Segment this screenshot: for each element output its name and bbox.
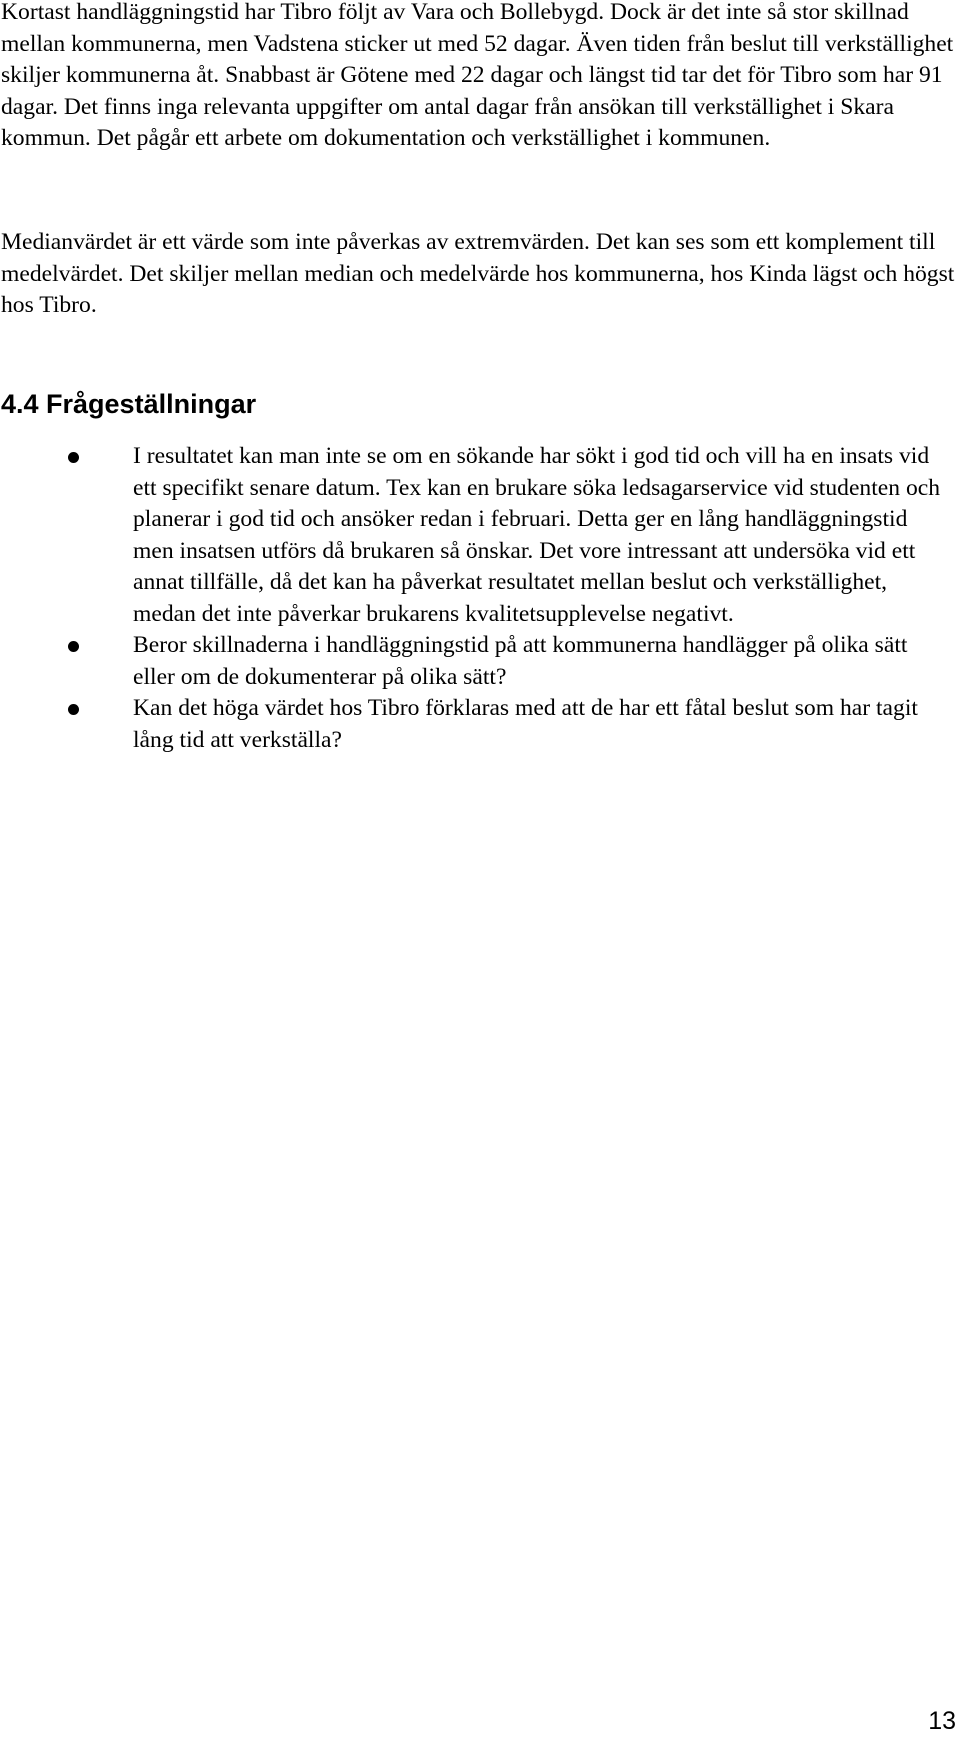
- list-item-text: Beror skillnaderna i handläggningstid på att kommunerna handlägger på olika sätt eller om de dokumenterar på olika sätt?: [133, 632, 908, 690]
- list-item-text: Kan det höga värdet hos Tibro förklaras med att de har ett fåtal beslut som har tagit lång tid att verkställa?: [133, 695, 918, 753]
- list-item-text: I resultatet kan man inte se om en sökande har sökt i god tid och vill ha en insats vid ett specifikt senare datum. Tex kan en brukare söka ledsagarservice vid studenten och planerar i god tid och ansöker redan i februari. Detta ger en lång handläggningstid men insatsen utförs då brukaren så önskar. Det vore intressant att undersöka vid ett annat tillfälle, då det kan ha påverkat resultatet mellan beslut och verkställighet, medan det inte påverkar brukarens kvalitetsupplevelse negativt.: [133, 443, 941, 627]
- list-item: [0, 693, 953, 756]
- bullet-icon: [68, 704, 79, 715]
- page-number: 13: [928, 1707, 956, 1735]
- list-item: [0, 441, 953, 630]
- paragraph-medianvarde: Medianvärdet är ett värde som inte påverkas av extremvärden. Det kan ses som ett komplement till medelvärdet. Det skiljer mellan median och medelvärde hos kommunerna, hos Kinda lägst och högst hos Tibro.: [1, 229, 955, 318]
- question-list: [0, 441, 960, 756]
- bullet-icon: [68, 641, 79, 652]
- list-item: [0, 630, 953, 693]
- paragraph-handlaggningstid: Kortast handläggningstid har Tibro följt av Vara och Bollebygd. Dock är det inte så stor skillnad mellan kommunerna, men Vadstena sticker ut med 52 dagar. Även tiden från beslut till verkställighet skiljer kommunerna åt. Snabbast är Götene med 22 dagar och längst tid tar det för Tibro som har 91 dagar. Det finns inga relevanta uppgifter om antal dagar från ansökan till verkställighet i Skara kommun. Det pågår ett arbete om dokumentation och verkställighet i kommunen.: [1, 0, 954, 151]
- section-heading: 4.4 Frågeställningar: [1, 389, 257, 419]
- bullet-icon: [68, 452, 79, 463]
